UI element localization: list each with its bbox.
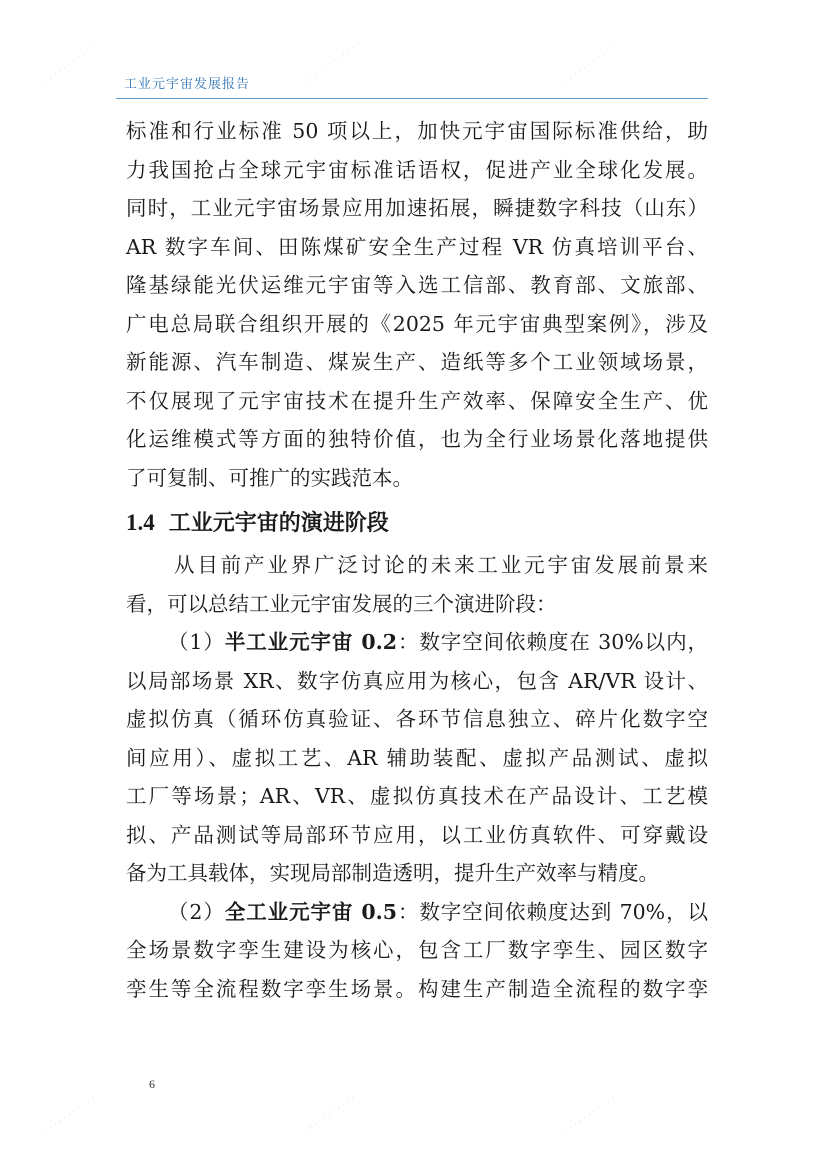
text-line: 广电总局联合组织开展的《2025 年元宇宙典型案例》，涉及 [126, 311, 708, 336]
list-marker: （2） [168, 899, 225, 924]
stage-term: 半工业元宇宙 0.2 [224, 630, 398, 654]
section-title: 工业元宇宙的演进阶段 [168, 511, 389, 536]
text-line: 间应用）、虚拟工艺、AR 辅助装配、虚拟产品测试、虚拟 [126, 745, 708, 770]
text-line: 虚拟仿真（循环仿真验证、各环节信息独立、碎片化数字空 [126, 707, 708, 731]
text-line: 以局部场景 XR、数字仿真应用为核心，包含 AR/VR 设计、 [126, 668, 708, 693]
watermark: · · · · · · · · · · · [562, 1093, 618, 1137]
text-line: 孪生等全流程数字孪生场景。构建生产制造全流程的数字孪 [126, 976, 708, 1001]
intro-paragraph [126, 546, 708, 623]
text-line: 力我国抢占全球元宇宙标准话语权，促进产业全球化发展。 [126, 157, 708, 182]
text-line: 工厂等场景；AR、VR、虚拟仿真技术在产品设计、工艺模 [126, 784, 708, 808]
stage-2-paragraph [126, 893, 708, 1009]
page-number: 6 [149, 1077, 155, 1091]
watermark: · · · · · · · · · · · [302, 43, 358, 87]
text-line [126, 623, 708, 662]
header-divider [116, 98, 708, 99]
text-line: AR 数字车间、田陈煤矿安全生产过程 VR 仿真培训平台、 [126, 234, 708, 259]
paragraph-continuation [126, 112, 708, 497]
list-marker: （1） [168, 630, 225, 654]
text-line: 标准和行业标准 50 项以上，加快元宇宙国际标准供给，助 [126, 119, 708, 143]
text-line: 不仅展现了元宇宙技术在提升生产效率、保障安全生产、优 [126, 388, 708, 413]
stage-term: 全工业元宇宙 0.5 [224, 899, 398, 924]
text-span: ：数字空间依赖度在 30%以内， [397, 630, 708, 654]
text-line: 全场景数字孪生建设为核心，包含工厂数字孪生、园区数字 [126, 938, 708, 962]
watermark: · · · · · · · · · · · [42, 43, 98, 87]
text-line: 新能源、汽车制造、煤炭生产、造纸等多个工业领域场景， [126, 350, 708, 374]
watermark: · · · · · · · · · · · [42, 1093, 98, 1137]
text-line: 备为工具载体，实现局部制造透明，提升生产效率与精度。 [126, 861, 659, 885]
stage-1-paragraph [126, 623, 708, 893]
text-span: ：数字空间依赖度达到 70%，以 [397, 899, 708, 924]
section-heading [126, 500, 708, 546]
text-line: 了可复制、可推广的实践范本。 [126, 465, 413, 490]
text-line [126, 893, 708, 932]
page-body [126, 112, 708, 1008]
text-line: 从目前产业界广泛讨论的未来工业元宇宙发展前景来 [174, 553, 708, 577]
watermark: · · · · · · · · · · · [302, 1093, 358, 1137]
text-line: 化运维模式等方面的独特价值，也为全行业场景化落地提供 [126, 427, 708, 451]
text-line: 同时，工业元宇宙场景应用加速拓展，瞬捷数字科技（山东） [126, 196, 708, 220]
text-line: 看，可以总结工业元宇宙发展的三个演进阶段： [126, 591, 557, 616]
text-line: 拟、产品测试等局部环节应用，以工业仿真软件、可穿戴设 [126, 822, 708, 847]
section-number: 1.4 [126, 510, 155, 535]
watermark: · · · · · · · · · · · [562, 43, 618, 87]
running-header: 工业元宇宙发展报告 [124, 77, 251, 92]
text-line: 隆基绿能光伏运维元宇宙等入选工信部、教育部、文旅部、 [126, 273, 708, 297]
